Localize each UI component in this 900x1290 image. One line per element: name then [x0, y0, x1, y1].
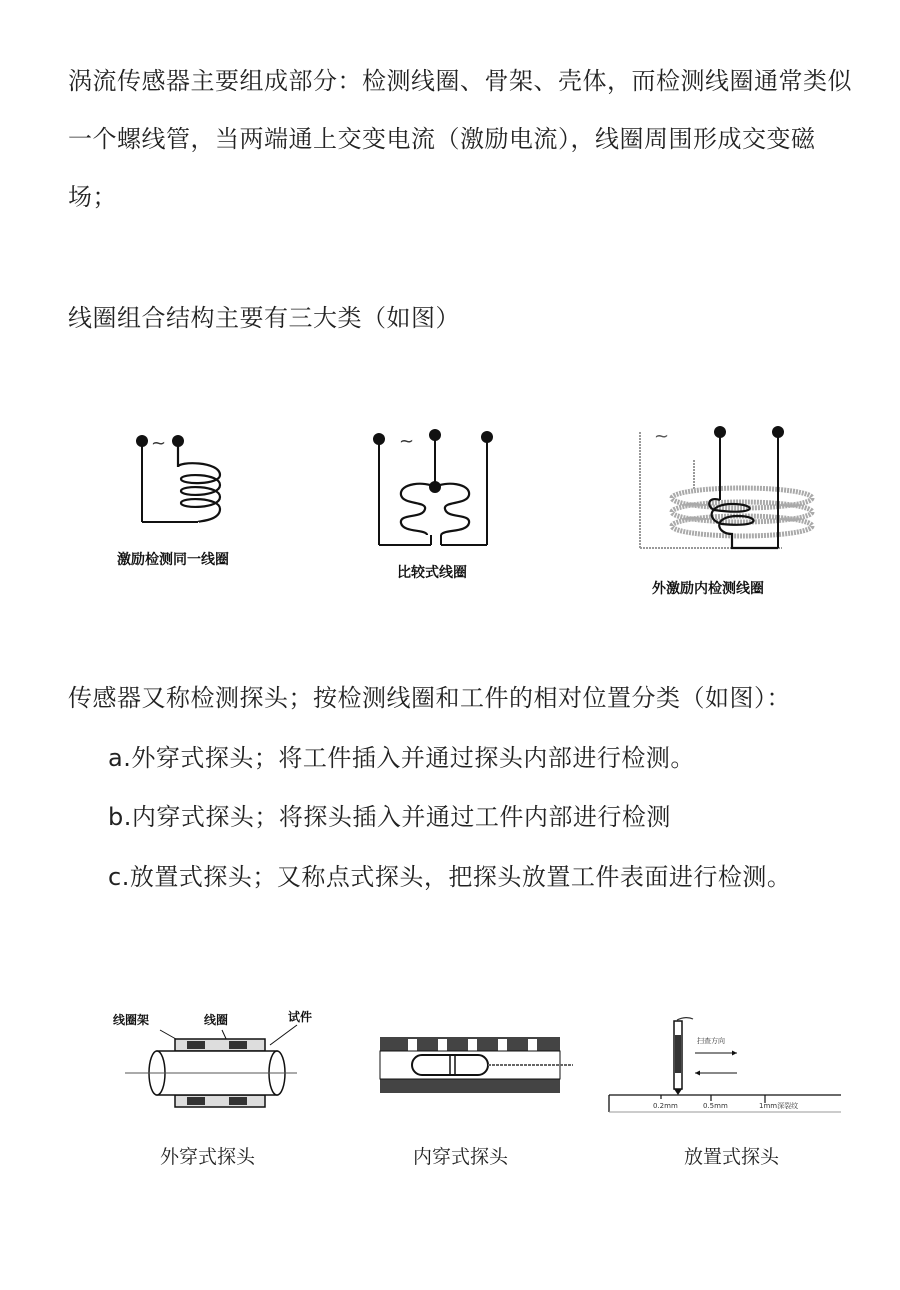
coil-diagram-comparative [365, 425, 505, 555]
coil-heading: 线圈组合结构主要有三大类（如图） [68, 304, 460, 332]
svg-text:~: ~ [399, 431, 415, 452]
probe-caption-1: 外穿式探头 [160, 1146, 256, 1168]
coil-caption-1: 激励检测同一线圈 [117, 552, 229, 568]
probe-item-b: b.内穿式探头；将探头插入并通过工件内部进行检测 [108, 803, 671, 831]
coil-diagram-single [115, 425, 255, 545]
probe-heading: 传感器又称检测探头；按检测线圈和工件的相对位置分类（如图）： [68, 684, 791, 712]
internal-probe-diagram [378, 1035, 578, 1097]
intro-paragraph: 涡流传感器主要组成部分：检测线圈、骨架、壳体，而检测线圈通常类似一个螺线管，当两端通上交变电流（激励电流），线圈周围形成交变磁场； [68, 67, 852, 211]
encircling-probe-diagram [125, 1025, 305, 1110]
tilde-symbol: ~ [151, 433, 167, 454]
probe-caption-3: 放置式探头 [684, 1146, 780, 1168]
coil-diagram-external-internal [632, 420, 817, 560]
label-coil: 线圈 [204, 1013, 229, 1027]
coil-caption-3: 外激励内检测线圈 [652, 581, 764, 597]
crack-mark-1: 0.2mm [653, 1102, 678, 1110]
probe-item-a: a.外穿式探头；将工件插入并通过探头内部进行检测。 [108, 744, 695, 772]
probe-caption-2: 内穿式探头 [413, 1146, 509, 1168]
coil-caption-2: 比较式线圈 [397, 565, 467, 581]
label-specimen: 试件 [288, 1010, 313, 1024]
label-coil-frame: 线圈架 [113, 1013, 150, 1027]
crack-mark-2: 0.5mm [703, 1102, 728, 1110]
surface-probe-diagram [605, 1015, 845, 1115]
svg-text:~: ~ [654, 426, 670, 447]
crack-mark-3: 1mm深裂纹 [759, 1102, 799, 1110]
scan-direction-label: 扫查方向 [697, 1037, 725, 1045]
probe-item-c: c.放置式探头；又称点式探头，把探头放置工件表面进行检测。 [108, 863, 792, 891]
